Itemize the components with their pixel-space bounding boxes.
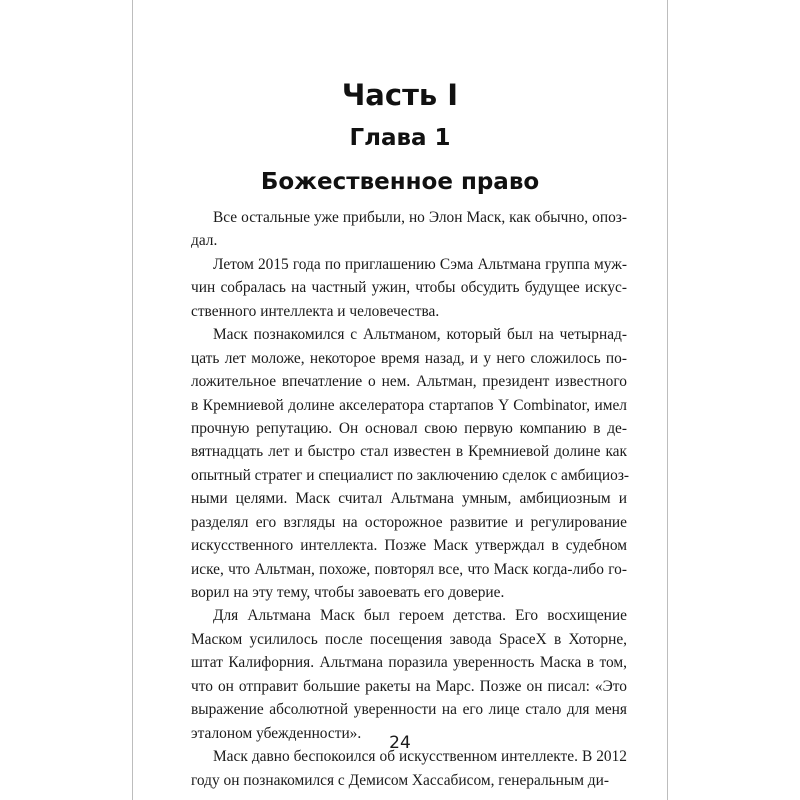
text-line: разделял его взгляды на осторожное развитие и регулирование <box>191 513 627 531</box>
text-line: эталоном убежденности». <box>191 724 362 742</box>
text-line: Маск давно беспокоился об искусственном интеллекте. В 2012 <box>213 748 627 766</box>
paragraph <box>191 604 627 745</box>
text-line: ворил на эту тему, чтобы завоевать его доверие. <box>191 584 505 601</box>
text-line: дал. <box>191 232 218 250</box>
text-line: Маском усилилось после посещения завода SpaceX в Хоторне, <box>191 630 627 648</box>
paragraph <box>191 253 627 323</box>
chapter-number: Глава 1 <box>349 125 451 151</box>
text-line: Летом 2015 года по приглашению Сэма Альтмана группа муж- <box>213 255 627 273</box>
text-line: ственного интеллекта и человечества. <box>191 302 440 320</box>
text-line: искусственного интеллекта. Позже Маск утверждал в судебном <box>191 537 627 555</box>
part-title: Часть I <box>341 78 459 112</box>
text-line: Все остальные уже прибыли, но Элон Маск, как обычно, опоз- <box>213 209 627 226</box>
text-line: иске, что Альтман, похоже, повторял все, что Маск когда-либо го- <box>191 560 627 578</box>
text-line: прочную репутацию. Он основал свою первую компанию в де- <box>191 419 627 437</box>
text-line: что он отправит большие ракеты на Марс. Позже он писал: «Это <box>191 677 627 695</box>
text-line: в Кремниевой долине акселератора стартапов Y Combinator, имел <box>191 396 627 414</box>
text-line: цать лет моложе, некоторое время назад, и у него сложилось по- <box>191 349 627 367</box>
text-line: году он познакомился с Демисом Хассабисом, генеральным ди- <box>191 771 610 789</box>
text-line: вятнадцать лет и быстро стал известен в Кремниевой долине как <box>191 443 627 461</box>
text-line: Для Альтмана Маск был героем детства. Его восхищение <box>213 607 627 625</box>
text-line: штат Калифорния. Альтмана поразила уверенность Маска в том, <box>191 654 627 672</box>
page-number: 24 <box>389 733 411 753</box>
body-text <box>191 206 630 792</box>
chapter-title: Божественное право <box>260 169 540 195</box>
text-line: чин собралась на частный ужин, чтобы обсудить будущее искус- <box>191 279 627 297</box>
book-page <box>132 0 668 800</box>
chapter-heading-block <box>133 76 667 198</box>
text-line: ными целями. Маск считал Альтмана умным, амбициозным и <box>191 490 627 508</box>
text-line: ложительное впечатление о нем. Альтман, президент известного <box>191 373 627 391</box>
text-line: опытный стратег и специалист по заключению сделок с амбициоз- <box>191 466 630 484</box>
paragraph <box>191 206 627 253</box>
text-line: выражение абсолютной уверенности на его лице стало для меня <box>191 701 627 719</box>
text-line: Маск познакомился с Альтманом, который был на четырнад- <box>213 326 627 344</box>
paragraph <box>191 323 630 604</box>
